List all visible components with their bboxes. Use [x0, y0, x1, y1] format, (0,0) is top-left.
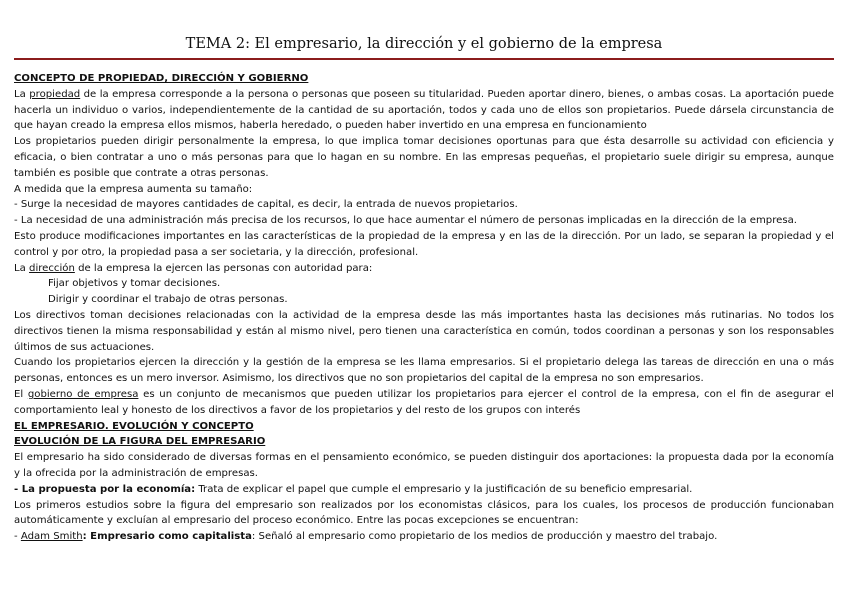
list-item-administracion: - La necesidad de una administración más precisa de los recursos, lo que hace aumentar el número de personas implicadas en la dirección de la empresa.: [14, 215, 797, 227]
document-page: [14, 0, 834, 600]
term-gobierno-de-empresa: gobierno de empresa: [27, 388, 139, 400]
paragraph-estudios-clasicos: Los primeros estudios sobre la figura del empresario son realizados por los economistas clásicos, para los cuales, los procesos de producción funcionaban automáticamente y excluían al empresario del proceso económico. Entre las pocas excepciones se encuentran:: [14, 499, 834, 527]
bullet-text: Dirigir y coordinar el trabajo de otras personas.: [48, 294, 288, 306]
bullet-marker: [30, 276, 48, 292]
paragraph-propuesta-economia: [14, 482, 834, 498]
text-run: de la empresa la ejercen las personas con autoridad para:: [74, 262, 373, 274]
list-item-capital: - Surge la necesidad de mayores cantidades de capital, es decir, la entrada de nuevos propietarios.: [14, 199, 518, 211]
term-adam-smith: Adam Smith: [20, 531, 83, 543]
text-run: : Señaló al empresario como propietario de los medios de producción y maestro del trabajo.: [251, 531, 718, 543]
text-run: Trata de explicar el papel que cumple el empresario y la justificación de su beneficio empresarial.: [195, 483, 693, 495]
section-heading-propiedad: CONCEPTO DE PROPIEDAD, DIRECCIÓN Y GOBIERNO: [14, 73, 309, 84]
title-divider: [14, 58, 834, 60]
bullet-item: [14, 292, 834, 308]
bold-label: - La propuesta por la economía:: [14, 483, 196, 495]
paragraph-tamano: A medida que la empresa aumenta su tamaño:: [14, 183, 253, 195]
paragraph-directivos: Los directivos toman decisiones relacionadas con la actividad de la empresa desde las más importantes hasta las decisiones más rutinarias. No todos los directivos tienen la misma responsabilidad y están al mismo nivel, pero tienen una característica en común, todos coordinan a personas y son los responsables últimos de sus actuaciones.: [14, 309, 834, 353]
document-body: [14, 71, 834, 545]
bullet-item: [14, 276, 834, 292]
bullet-text: Fijar objetivos y tomar decisiones.: [48, 278, 221, 290]
text-run: es un conjunto de mecanismos que pueden utilizar los propietarios para ejercer el control de la empresa, con el fin de asegurar el comportamiento leal y honesto de los directivos a favor de los propietarios y del resto de los grupos con interés: [14, 388, 834, 416]
paragraph-adam-smith: [14, 529, 834, 545]
section-heading-empresario: EL EMPRESARIO. EVOLUCIÓN Y CONCEPTO: [14, 420, 254, 432]
paragraph-gobierno: [14, 387, 834, 419]
text-run: -: [14, 531, 21, 543]
term-direccion: dirección: [29, 262, 75, 274]
term-propiedad: propiedad: [29, 88, 81, 100]
subsection-heading-evolucion: EVOLUCIÓN DE LA FIGURA DEL EMPRESARIO: [14, 436, 266, 448]
text-run: de la empresa corresponde a la persona o personas que poseen su titularidad. Pueden aportar dinero, bienes, o ambas cosas. La aportación puede hacerla un individuo o varios, independientemente de la cantidad de su aportación, todos y cada uno de ellos son propietarios. Puede dársela circunstancia de que hayan creado la empresa ellos mismos, haberla heredado, o pueden haber invertido en una empresa en funcionamiento: [14, 88, 834, 132]
document-title: TEMA 2: El empresario, la dirección y el gobierno de la empresa: [185, 36, 663, 52]
text-run: El: [14, 388, 28, 400]
paragraph-direccion: [14, 261, 834, 277]
paragraph-propiedad: [14, 87, 834, 134]
text-run: La: [14, 88, 30, 100]
paragraph-empresarios: Cuando los propietarios ejercen la dirección y la gestión de la empresa se les llama empresarios. Si el propietario delega las tareas de dirección en una o más personas, entonces es un mero inversor. Asimismo, los directivos que no son propietarios del capital de la empresa no son empresarios.: [14, 357, 834, 385]
text-run: La: [14, 262, 30, 274]
paragraph-propietarios: Los propietarios pueden dirigir personalmente la empresa, lo que implica tomar decisiones oportunas para que ésta desarrolle su actividad con eficiencia y eficacia, o bien contratar a uno o más personas para que lo hagan en su nombre. En las empresas pequeñas, el propietario suele dirigir su empresa, aunque también es posible que contrate a otras personas.: [14, 136, 834, 179]
bold-label: : Empresario como capitalista: [82, 531, 252, 543]
paragraph-empresario-pensamiento: El empresario ha sido considerado de diversas formas en el pensamiento económico, se pueden distinguir dos aportaciones: la propuesta dada por la economía y la ofrecida por la administración de empresas.: [14, 452, 834, 479]
paragraph-modificaciones: Esto produce modificaciones importantes en las características de la propiedad de la empresa y en las de la dirección. Por un lado, se separan la propiedad y el control y por otro, la propiedad pasa a ser societaria, y la dirección, profesional.: [14, 230, 834, 258]
bullet-marker: [30, 292, 48, 308]
